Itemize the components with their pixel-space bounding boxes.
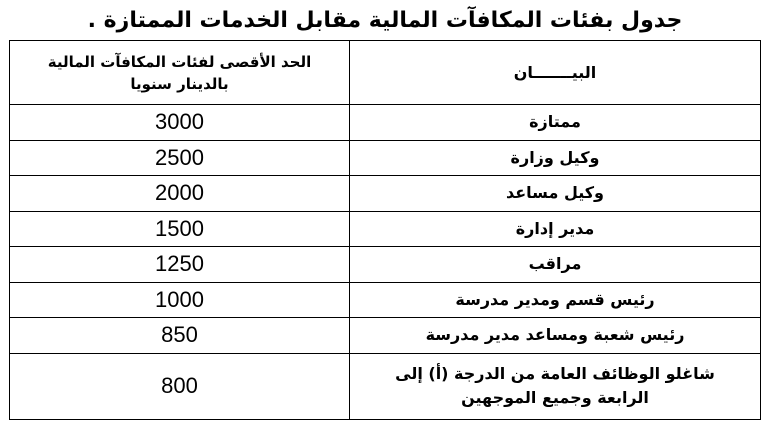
document-title: جدول بفئات المكافآت المالية مقابل الخدمات الممتازة . — [87, 8, 683, 33]
table-header-row — [10, 41, 761, 105]
row-label: وكيل وزارة — [350, 140, 761, 176]
row-value: 850 — [10, 318, 350, 354]
row-label: مدير إدارة — [350, 211, 761, 247]
header-max-value-line1: الحد الأقصى لفئات المكافآت المالية — [47, 52, 312, 71]
row-label: وكيل مساعد — [350, 176, 761, 212]
row-value: 800 — [10, 353, 350, 419]
header-max-value — [10, 41, 350, 105]
header-statement: البيـــــــان — [350, 41, 761, 105]
row-value: 2000 — [10, 176, 350, 212]
row-value: 2500 — [10, 140, 350, 176]
row-label — [350, 353, 761, 419]
row-label-line2: الرابعة وجميع الموجهين — [461, 388, 649, 407]
table-row — [10, 353, 761, 419]
table-row — [10, 176, 761, 212]
table-row — [10, 211, 761, 247]
row-label: رئيس شعبة ومساعد مدير مدرسة — [350, 318, 761, 354]
table-row — [10, 282, 761, 318]
header-max-value-line2: بالدينار سنويا — [130, 74, 229, 93]
row-label: ممتازة — [350, 105, 761, 141]
table-row — [10, 140, 761, 176]
row-value: 1500 — [10, 211, 350, 247]
table-row — [10, 105, 761, 141]
table-row — [10, 247, 761, 283]
row-label: مراقب — [350, 247, 761, 283]
row-value: 1250 — [10, 247, 350, 283]
row-value: 3000 — [10, 105, 350, 141]
rewards-table — [9, 40, 761, 420]
table-row — [10, 318, 761, 354]
row-label: رئيس قسم ومدير مدرسة — [350, 282, 761, 318]
row-label-line1: شاغلو الوظائف العامة من الدرجة (أ) إلى — [395, 364, 715, 383]
row-value: 1000 — [10, 282, 350, 318]
